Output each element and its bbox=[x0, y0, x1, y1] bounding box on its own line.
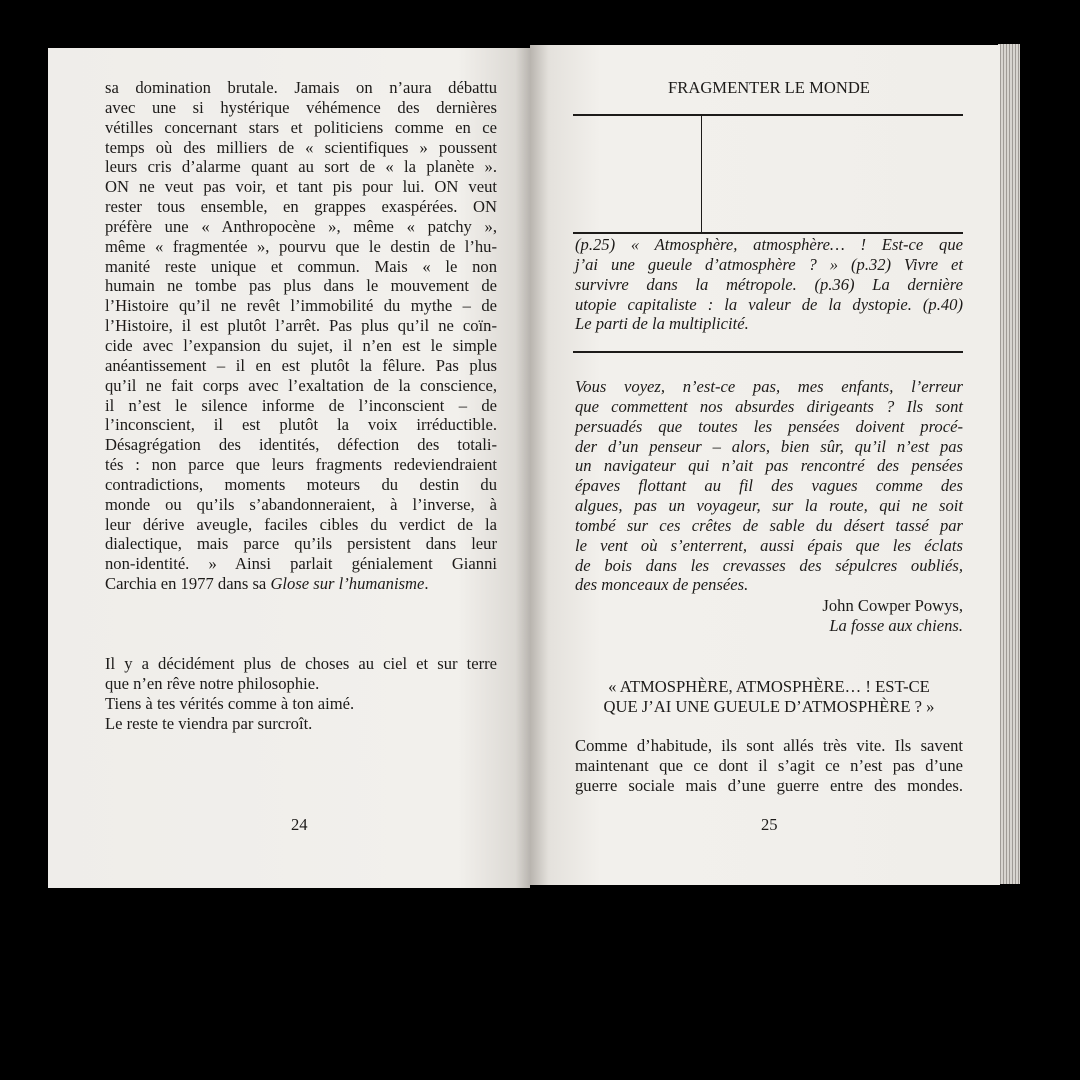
text-line: humain ne tombe pas plus dans le mouvement de bbox=[105, 276, 497, 296]
text: . bbox=[424, 574, 429, 594]
page-edges bbox=[998, 44, 1020, 884]
text: Carchia en 1977 dans sa bbox=[105, 574, 271, 594]
text-line: Désagrégation des identités, défection des totali- bbox=[105, 435, 497, 455]
text-line: Comme d’habitude, ils sont allés très vite. Ils savent bbox=[575, 736, 963, 755]
divider bbox=[573, 232, 963, 234]
text-line: un navigateur qui n’ait pas rencontré des pensées bbox=[575, 456, 963, 476]
body-paragraph bbox=[575, 736, 963, 796]
text-line: que commettent nos absurdes dirigeants ? Ils sont bbox=[575, 396, 963, 416]
text-line: monde ou qu’ils s’abandonneraient, à l’inverse, à bbox=[105, 494, 497, 514]
text-line: survivre dans la métropole. (p.36) La dernière bbox=[575, 274, 963, 294]
text-line: Vous voyez, n’est-ce pas, mes enfants, l’erreur bbox=[575, 377, 963, 396]
text-line: tés : non parce que leurs fragments redeviendraient bbox=[105, 455, 497, 475]
section-heading bbox=[575, 677, 963, 717]
chapter-contents bbox=[575, 235, 963, 334]
text-line: rester tous ensemble, en grappes exaspérées. ON bbox=[105, 197, 497, 217]
text-line: der d’un penseur – alors, bien sûr, qu’il n’est pas bbox=[575, 436, 963, 456]
divider bbox=[573, 351, 963, 353]
text-line: Le reste te viendra par surcroît. bbox=[105, 713, 313, 733]
text-line: vétilles concernant stars et politiciens comme en ce bbox=[105, 117, 497, 137]
text-line: Il y a décidément plus de choses au ciel et sur terre bbox=[105, 654, 497, 673]
text-line: le vent où s’enterrent, aussi épais que les éclats bbox=[575, 535, 963, 555]
left-paragraph-2 bbox=[105, 654, 497, 733]
text-line: dialectique, mais parce qu’ils persistent dans leur bbox=[105, 534, 497, 554]
text-line: (p.25) « Atmosphère, atmosphère… ! Est-ce que bbox=[575, 235, 963, 254]
text-line: temps où des milliers de « scientifiques » poussent bbox=[105, 137, 497, 157]
text-line: manité reste unique et commun. Mais « le non bbox=[105, 256, 497, 276]
text-line: de bois dans les crevasses des sépulcres oubliés, bbox=[575, 555, 963, 575]
text-line: anéantissement – il en est plutôt la fêlure. Pas plus bbox=[105, 355, 497, 375]
text-line: épaves flottant au fil des vagues comme des bbox=[575, 476, 963, 496]
text-line: algues, pas un voyageur, sur la route, qui ne soit bbox=[575, 496, 963, 516]
text-line: l’Histoire, il est plutôt l’arrêt. Pas plus qu’il ne coïn- bbox=[105, 316, 497, 336]
epigraph-attribution bbox=[575, 596, 963, 636]
divider bbox=[573, 114, 963, 116]
text-line: cide avec l’expansion du sujet, il n’en est le simple bbox=[105, 335, 497, 355]
epigraph bbox=[575, 377, 963, 595]
text-line: des monceaux de pensées. bbox=[575, 575, 749, 595]
attribution-title: La fosse aux chiens. bbox=[829, 615, 963, 635]
text-line: tombé sur ces crêtes de sable du désert tassé par bbox=[575, 515, 963, 535]
text-line: guerre sociale mais d’une guerre entre des mondes. bbox=[575, 775, 963, 795]
divider-vertical bbox=[701, 114, 702, 233]
text-line: non-identité. » Ainsi parlait génialement Gianni bbox=[105, 554, 497, 574]
text-line: persuadés que toutes les pensées doivent procé- bbox=[575, 416, 963, 436]
text-line: utopie capitaliste : la valeur de la dystopie. (p.40) bbox=[575, 294, 963, 314]
text-line: sa domination brutale. Jamais on n’aura débattu bbox=[105, 78, 497, 97]
text-line: Le parti de la multiplicité. bbox=[575, 314, 749, 334]
text-line: leurs cris d’alarme quant au sort de « la planète ». bbox=[105, 157, 497, 177]
text-line: avec une si hystérique véhémence des dernières bbox=[105, 97, 497, 117]
left-paragraph-1 bbox=[105, 78, 497, 594]
text-line: l’inconscient, il est plutôt la voix irréductible. bbox=[105, 415, 497, 435]
running-head bbox=[575, 78, 963, 98]
text-line: j’ai une gueule d’atmosphère ? » (p.32) Vivre et bbox=[575, 254, 963, 274]
text-line: Tiens à tes vérités comme à ton aimé. bbox=[105, 693, 355, 713]
text-line: ON ne veut pas voir, et tant pis pour lui. ON veut bbox=[105, 177, 497, 197]
page-number-right: 25 bbox=[761, 815, 778, 834]
text-line bbox=[105, 574, 497, 594]
page-number-left: 24 bbox=[291, 815, 308, 834]
heading-line: « ATMOSPHÈRE, ATMOSPHÈRE… ! EST-CE bbox=[608, 677, 930, 696]
text-line: l’Histoire qu’il ne revêt l’immobilité du mythe – de bbox=[105, 296, 497, 316]
text-line: qu’il ne fait corps avec l’exaltation de la conscience, bbox=[105, 375, 497, 395]
text-line: leur dérive aveugle, faciles cibles du verdict de la bbox=[105, 514, 497, 534]
running-head-text: FRAGMENTER LE MONDE bbox=[668, 78, 870, 97]
text-line: il n’est le silence informe de l’inconscient – de bbox=[105, 395, 497, 415]
heading-line: QUE J’AI UNE GUEULE D’ATMOSPHÈRE ? » bbox=[603, 696, 935, 716]
text-line: que n’en rêve notre philosophie. bbox=[105, 673, 320, 693]
text-line: même « fragmentée », pourvu que le destin de l’hu- bbox=[105, 236, 497, 256]
text-line: contradictions, moments moteurs du destin du bbox=[105, 474, 497, 494]
text-line: préfère une « Anthropocène », même « patchy », bbox=[105, 216, 497, 236]
text-line: maintenant que ce dont il s’agit ce n’est pas d’une bbox=[575, 755, 963, 775]
attribution-author: John Cowper Powys, bbox=[822, 596, 963, 615]
book-title: Glose sur l’humanisme bbox=[270, 574, 425, 594]
